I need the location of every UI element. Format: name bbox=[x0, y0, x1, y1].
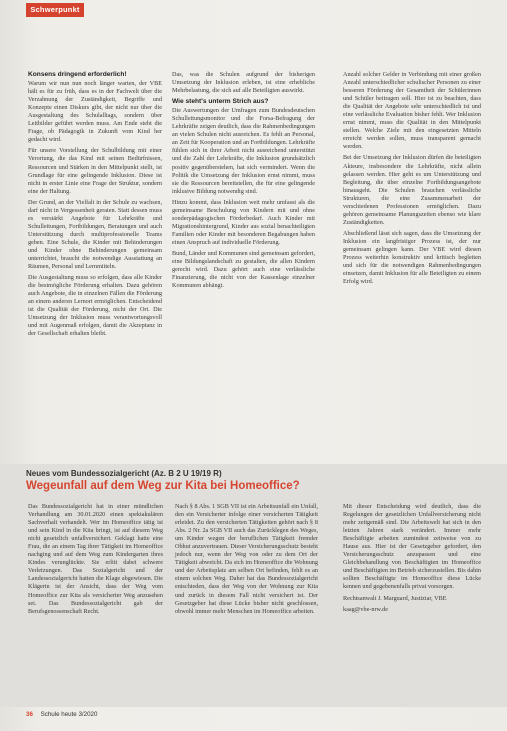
box-column-3 bbox=[343, 503, 481, 617]
box-column-2 bbox=[175, 503, 318, 619]
author-signature: Rechtsanwalt J. Marguard, Justiziar, VBE bbox=[343, 594, 447, 602]
paragraph: Nach § 8 Abs. 1 SGB VII ist ein Arbeitsunfall ein Unfall, den ein Versicherter infolge einer versicherten Tätigkeit erleidet. Zu den versicherten Tätigkeiten gehört nach § 8 Abs. 2 Nr. 2a SGB VII auch das Zurücklegen des Weges, um Kinder wegen der beruflichen Tätigkeit fremder Obhut anzuvertrauen. Dieser Versicherungsschutz besteht jedoch nur, wenn der Weg von oder zu dem Ort der Tätigkeit abweicht. Da sich im Homeoffice die Wohnung und der Arbeitsplatz am selben Ort befinden, fehlt es an einem solchen Weg. Daher hat das Bundessozialgericht entschieden, dass der Weg von der Wohnung zur Kita und zurück in diesem Fall nicht versichert ist. Der Gesetzgeber hat diese Lücke bisher nicht geschlossen, obwohl immer mehr Menschen im Homeoffice arbeiten. bbox=[175, 503, 318, 615]
box-column-1 bbox=[28, 503, 163, 619]
section-tag: Schwerpunkt bbox=[26, 3, 84, 17]
paragraph: Warum wir nun nun noch länger warten, der VBE hält es für zu früh, dass es in der Fachwelt über die Verzahnung der Zuständigkeit, Begriffe und Konzepte einen Diskurs gibt, der nicht nur über die Ausgestaltung des Schulalltags, sondern über Leitbilder geführt werden muss. Am Ende steht die Frage, ob Pädagogik in Zukunft vom Kind her gedacht wird. bbox=[28, 80, 162, 144]
article-subheading: Wie steht's unterm Strich aus? bbox=[172, 98, 269, 106]
article-column-3 bbox=[343, 71, 481, 289]
paragraph: Das Bundessozialgericht hat in einer mündlichen Verhandlung am 30.01.2020 einen spektakulären Sachverhalt verhandelt. Wer im Homeoffice tätig ist und sein Kind in die Kita bringt, ist auf diesem Weg nicht gesetzlich unfallversichert. Geklagt hatte eine Frau, die an einem Tag ihrer Tätigkeit im Homeoffice nachging und auf dem Weg zum Kindergarten ihres Kindes verunglückte. Sie erlitt dabei schwere Verletzungen. Das Sozialgericht und der Landessozialgericht hatten die Klage abgewiesen. Die Klägerin ist der Ansicht, dass der Weg vom Homeoffice zur Kita als versicherter Weg anzusehen sei. Das Bundessozialgericht gab der Berufsgenossenschaft Recht. bbox=[28, 503, 163, 615]
paragraph: Die Ausgestaltung muss so erfolgen, dass alle Kinder die bestmögliche Förderung erhalten. Dazu gehören auch Angebote, die in einzelnen Fällen die Förderung an einem anderen Lernort ermöglichen. Entscheidend ist die Qualität der Förderung, nicht der Ort. Die Umsetzung der Inklusion muss verantwortungsvoll und mit Augenmaß erfolgen, damit die Akzeptanz in der Gesellschaft erhalten bleibt. bbox=[28, 274, 162, 338]
paragraph: Bei der Umsetzung der Inklusion dürfen die beteiligten Akteure, insbesondere die Lehrkräfte, nicht allein gelassen werden. Hier geht es um Unterstützung und Begleitung, die über einzelne Fortbildungsangebote hinausgeht. Die Schulen brauchen verlässliche Strukturen, die eine Zusammenarbeit der verschiedenen Professionen ermöglichen. Dazu gehören gemeinsame Planungszeiten ebenso wie klare Zuständigkeiten. bbox=[343, 154, 481, 226]
paragraph: Anzahl solcher Gelder in Verbindung mit einer großen Anzahl unterschiedlicher schulischer Personen zu einer besseren Förderung der Gesamtheit der Schülerinnen und Schüler beitragen soll. Hier ist zu beachten, dass die Qualität der Angebote sehr unterschiedlich ist und eine verlässliche Evaluation bisher fehlt. Wer Inklusion ernst nimmt, muss die Qualität in den Mittelpunkt stellen. Welche Ziele mit den eingesetzten Mitteln erreicht werden sollen, muss transparent gemacht werden. bbox=[343, 71, 481, 151]
paragraph: Für unsere Vorstellung der Schulbildung mit einer Verortung, die das Kind mit seinen Bedürfnissen, Ressourcen und Stärken in den Mittelpunkt stellt, ist Grundlage für eine gelingende Inklusion. Diese ist nicht in erster Linie eine Frage der Struktur, sondern eine der Haltung. bbox=[28, 147, 162, 195]
article-column-1 bbox=[28, 71, 162, 342]
page-footer bbox=[26, 711, 326, 718]
paragraph: Die Auswertungen der Umfragen zum Bundesdeutschen Schulleitungsmonitor und die Forsa-Befragung der Lehrkräfte zeigen deutlich, dass die Rahmenbedingungen an vielen Schulen nicht ausreichen. Es fehlt an Personal, an Zeit für Kooperation und an Fortbildungen. Lehrkräfte fühlen sich in ihrer Arbeit nicht ausreichend unterstützt und die Zahl der Lehrkräfte, die Inklusion grundsätzlich positiv gegenüberstehen, hat sich vermindert. Wenn die Politik die Umsetzung der Inklusion ernst nimmt, muss sie die Ressourcen bereitstellen, die für eine gelingende inklusive Bildung notwendig sind. bbox=[172, 107, 315, 195]
article-column-2 bbox=[172, 71, 315, 293]
box-title: Wegeunfall auf dem Weg zur Kita bei Homeoffice? bbox=[26, 480, 300, 492]
article-subheading: Konsens dringend erforderlich! bbox=[28, 71, 127, 78]
paragraph: Hinzu kommt, dass Inklusion weit mehr umfasst als die gemeinsame Beschulung von Kindern mit und ohne sonderpädagogischen Förderbedarf. Auch Kinder mit Migrationshintergrund, Kinder aus sozial benachteiligten Familien oder Kinder mit besonderen Begabungen haben einen Anspruch auf individuelle Förderung. bbox=[172, 198, 315, 246]
publication-name: Schule heute 3/2020 bbox=[40, 711, 98, 718]
paragraph: Der Grund, an der Vielfalt in der Schule zu wachsen, darf nicht in Vergessenheit geraten. Statt dessen muss es verstärkt Angebote für Lehrkräfte und Schulleitungen, Fortbildungen, Beratungen und auch Unterstützung durch multiprofessionelle Teams geben. Eine Schule, die Kinder mit Behinderungen und Kinder ohne Behinderungen gemeinsam unterrichtet, braucht die notwendige Ausstattung an Räumen, Personal und Lernmitteln. bbox=[28, 198, 162, 271]
box-kicker: Neues vom Bundessozialgericht (Az. B 2 U 19/19 R) bbox=[26, 469, 222, 478]
paragraph: Das, was die Schulen aufgrund der bisherigen Umsetzung der Inklusion erleben, ist eine erhebliche Mehrbelastung, die sich auf alle Beteiligten auswirkt. bbox=[172, 71, 315, 95]
page-number: 36 bbox=[26, 711, 33, 718]
paragraph: Bund, Länder und Kommunen sind gemeinsam gefordert, eine Bildungslandschaft zu gestalten, die allen Kindern gerecht wird. Dazu gehört auch eine verlässliche Finanzierung, die nicht von der Kassenlage einzelner Kommunen abhängt. bbox=[172, 249, 315, 290]
paragraph: Mit dieser Entscheidung wird deutlich, dass die Regelungen der gesetzlichen Unfallversicherung nicht mehr zeitgemäß sind. Die Arbeitswelt hat sich in den letzten Jahren stark verändert. Immer mehr Beschäftigte arbeiten zumindest zeitweise von zu Hause aus. Hier ist der Gesetzgeber gefordert, den Versicherungsschutz anzupassen und eine Gleichbehandlung von Beschäftigten im Homeoffice und Beschäftigten im Betrieb sicherzustellen. Bis dahin sollten Beschäftigte im Homeoffice diese Lücke kennen und gegebenenfalls privat vorsorgen. bbox=[343, 503, 481, 591]
paragraph: Abschließend lässt sich sagen, dass die Umsetzung der Inklusion ein langfristiger Prozess ist, der nur gemeinsam gelingen kann. Der VBE wird diesen Prozess weiterhin konstruktiv und kritisch begleiten und sich für die notwendigen Rahmenbedingungen einsetzen, damit Inklusion für alle Beteiligten zu einem Erfolg wird. bbox=[343, 229, 481, 286]
author-email: kaag@vbe-nrw.de bbox=[343, 605, 388, 613]
